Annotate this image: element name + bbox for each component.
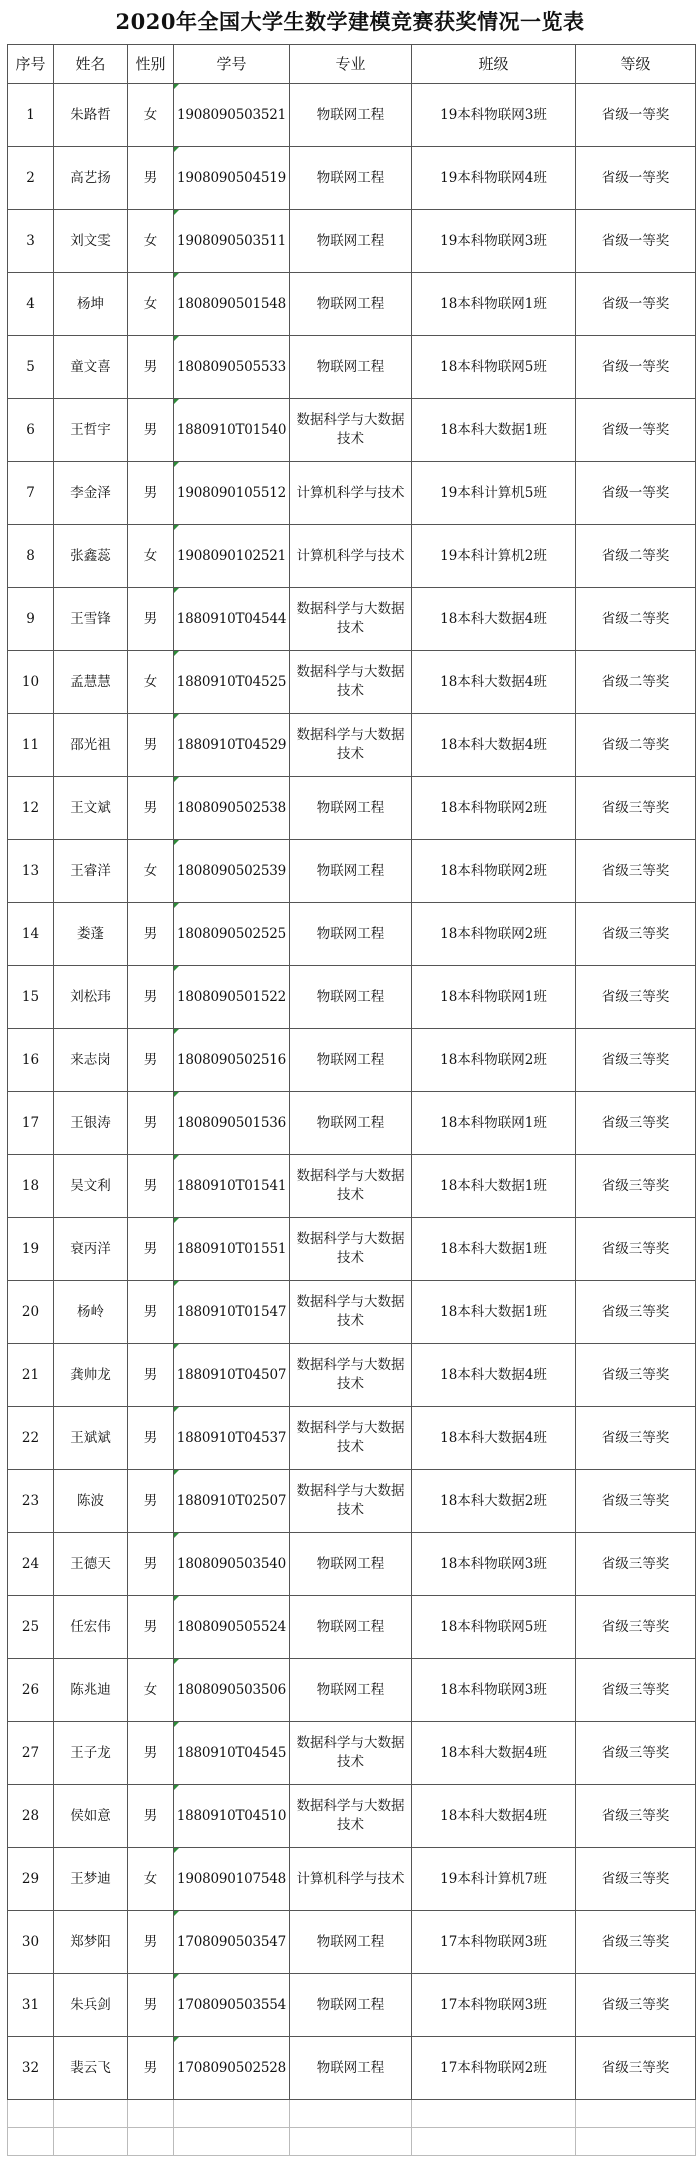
cell-award-level: 省级一等奖 [576, 462, 696, 525]
cell-name: 陈波 [54, 1470, 128, 1533]
cell-class: 18本科物联网5班 [412, 1596, 576, 1659]
cell-class: 18本科大数据4班 [412, 1722, 576, 1785]
cell-index: 16 [8, 1029, 54, 1092]
cell-major: 数据科学与大数据技术 [290, 651, 412, 714]
cell-class: 18本科大数据4班 [412, 1785, 576, 1848]
table-row [8, 1029, 696, 1092]
table-row [8, 1659, 696, 1722]
cell-major: 数据科学与大数据技术 [290, 1470, 412, 1533]
empty-cell [412, 2100, 576, 2128]
cell-index: 4 [8, 273, 54, 336]
cell-gender: 男 [128, 966, 174, 1029]
cell-award-level: 省级三等奖 [576, 1785, 696, 1848]
cell-award-level: 省级一等奖 [576, 147, 696, 210]
table-row [8, 84, 696, 147]
cell-index: 18 [8, 1155, 54, 1218]
cell-gender: 男 [128, 1470, 174, 1533]
table-row [8, 1596, 696, 1659]
cell-name: 刘松玮 [54, 966, 128, 1029]
cell-index: 5 [8, 336, 54, 399]
cell-award-level: 省级三等奖 [576, 1722, 696, 1785]
cell-student-id: 1808090501522 [174, 966, 290, 1029]
empty-cell [290, 2128, 412, 2156]
table-row [8, 399, 696, 462]
header-student-id: 学号 [174, 45, 290, 84]
cell-gender: 男 [128, 336, 174, 399]
cell-class: 19本科计算机5班 [412, 462, 576, 525]
table-row [8, 1722, 696, 1785]
cell-major: 物联网工程 [290, 1911, 412, 1974]
cell-award-level: 省级一等奖 [576, 210, 696, 273]
cell-major: 计算机科学与技术 [290, 525, 412, 588]
cell-gender: 男 [128, 1155, 174, 1218]
cell-major: 物联网工程 [290, 1974, 412, 2037]
cell-student-id: 1880910T04545 [174, 1722, 290, 1785]
cell-class: 19本科计算机7班 [412, 1848, 576, 1911]
cell-name: 高艺扬 [54, 147, 128, 210]
cell-class: 18本科物联网3班 [412, 1533, 576, 1596]
cell-class: 17本科物联网3班 [412, 1911, 576, 1974]
cell-name: 王哲宇 [54, 399, 128, 462]
cell-name: 李金泽 [54, 462, 128, 525]
cell-name: 孟慧慧 [54, 651, 128, 714]
cell-major: 物联网工程 [290, 84, 412, 147]
cell-index: 6 [8, 399, 54, 462]
cell-index: 29 [8, 1848, 54, 1911]
cell-student-id: 1908090503521 [174, 84, 290, 147]
cell-award-level: 省级三等奖 [576, 1470, 696, 1533]
cell-student-id: 1880910T04507 [174, 1344, 290, 1407]
cell-name: 侯如意 [54, 1785, 128, 1848]
cell-class: 18本科物联网2班 [412, 840, 576, 903]
table-row [8, 336, 696, 399]
cell-index: 28 [8, 1785, 54, 1848]
cell-gender: 男 [128, 1596, 174, 1659]
cell-student-id: 1880910T02507 [174, 1470, 290, 1533]
cell-gender: 男 [128, 1281, 174, 1344]
cell-class: 18本科大数据4班 [412, 588, 576, 651]
header-gender: 性别 [128, 45, 174, 84]
cell-class: 18本科物联网1班 [412, 1092, 576, 1155]
cell-gender: 男 [128, 588, 174, 651]
cell-index: 14 [8, 903, 54, 966]
cell-gender: 女 [128, 84, 174, 147]
cell-student-id: 1880910T04529 [174, 714, 290, 777]
empty-cell [128, 2100, 174, 2128]
cell-name: 王睿洋 [54, 840, 128, 903]
cell-major: 数据科学与大数据技术 [290, 1722, 412, 1785]
cell-gender: 男 [128, 2037, 174, 2100]
cell-student-id: 1880910T01547 [174, 1281, 290, 1344]
cell-class: 18本科大数据1班 [412, 1155, 576, 1218]
cell-name: 童文喜 [54, 336, 128, 399]
table-row [8, 1344, 696, 1407]
header-major: 专业 [290, 45, 412, 84]
cell-class: 18本科大数据4班 [412, 714, 576, 777]
cell-award-level: 省级三等奖 [576, 1344, 696, 1407]
cell-student-id: 1808090505533 [174, 336, 290, 399]
cell-class: 18本科大数据1班 [412, 1218, 576, 1281]
table-row [8, 1470, 696, 1533]
empty-cell [8, 2100, 54, 2128]
cell-gender: 男 [128, 462, 174, 525]
cell-student-id: 1908090503511 [174, 210, 290, 273]
cell-major: 计算机科学与技术 [290, 1848, 412, 1911]
table-row [8, 714, 696, 777]
cell-name: 王银涛 [54, 1092, 128, 1155]
page-title: 2020年全国大学生数学建模竞赛获奖情况一览表 [115, 9, 585, 34]
table-row [8, 651, 696, 714]
cell-index: 12 [8, 777, 54, 840]
cell-major: 数据科学与大数据技术 [290, 1407, 412, 1470]
cell-gender: 男 [128, 1029, 174, 1092]
cell-class: 18本科大数据4班 [412, 1344, 576, 1407]
cell-name: 裴云飞 [54, 2037, 128, 2100]
cell-class: 18本科大数据1班 [412, 399, 576, 462]
cell-index: 17 [8, 1092, 54, 1155]
cell-name: 吴文利 [54, 1155, 128, 1218]
cell-award-level: 省级三等奖 [576, 1596, 696, 1659]
cell-student-id: 1808090502539 [174, 840, 290, 903]
cell-name: 郑梦阳 [54, 1911, 128, 1974]
cell-name: 王斌斌 [54, 1407, 128, 1470]
cell-major: 物联网工程 [290, 210, 412, 273]
cell-name: 朱兵剑 [54, 1974, 128, 2037]
empty-row [8, 2128, 696, 2156]
cell-class: 18本科大数据4班 [412, 651, 576, 714]
cell-class: 18本科物联网1班 [412, 966, 576, 1029]
cell-student-id: 1880910T01551 [174, 1218, 290, 1281]
cell-student-id: 1880910T04525 [174, 651, 290, 714]
cell-major: 物联网工程 [290, 1029, 412, 1092]
table-row [8, 1911, 696, 1974]
table-row [8, 2037, 696, 2100]
empty-cell [412, 2128, 576, 2156]
cell-award-level: 省级一等奖 [576, 336, 696, 399]
cell-student-id: 1880910T01540 [174, 399, 290, 462]
cell-name: 陈兆迪 [54, 1659, 128, 1722]
cell-major: 物联网工程 [290, 777, 412, 840]
cell-award-level: 省级三等奖 [576, 966, 696, 1029]
table-row [8, 1155, 696, 1218]
cell-award-level: 省级二等奖 [576, 525, 696, 588]
empty-cell [174, 2128, 290, 2156]
cell-major: 物联网工程 [290, 1092, 412, 1155]
table-row [8, 1974, 696, 2037]
cell-gender: 男 [128, 1911, 174, 1974]
table-row [8, 1218, 696, 1281]
header-class: 班级 [412, 45, 576, 84]
cell-major: 数据科学与大数据技术 [290, 1281, 412, 1344]
cell-gender: 男 [128, 399, 174, 462]
cell-award-level: 省级二等奖 [576, 714, 696, 777]
table-row [8, 588, 696, 651]
cell-student-id: 1880910T04537 [174, 1407, 290, 1470]
cell-index: 9 [8, 588, 54, 651]
cell-gender: 男 [128, 147, 174, 210]
cell-student-id: 1708090502528 [174, 2037, 290, 2100]
cell-major: 物联网工程 [290, 840, 412, 903]
cell-gender: 女 [128, 210, 174, 273]
cell-student-id: 1808090501548 [174, 273, 290, 336]
cell-student-id: 1880910T04544 [174, 588, 290, 651]
empty-cell [54, 2128, 128, 2156]
cell-name: 来志岗 [54, 1029, 128, 1092]
cell-gender: 男 [128, 1785, 174, 1848]
cell-class: 19本科物联网3班 [412, 210, 576, 273]
cell-index: 10 [8, 651, 54, 714]
table-row [8, 777, 696, 840]
cell-index: 25 [8, 1596, 54, 1659]
cell-award-level: 省级三等奖 [576, 1974, 696, 2037]
cell-major: 物联网工程 [290, 273, 412, 336]
cell-award-level: 省级三等奖 [576, 1848, 696, 1911]
empty-cell [174, 2100, 290, 2128]
cell-index: 8 [8, 525, 54, 588]
cell-major: 物联网工程 [290, 147, 412, 210]
cell-name: 王文斌 [54, 777, 128, 840]
table-row [8, 1092, 696, 1155]
cell-award-level: 省级三等奖 [576, 777, 696, 840]
cell-award-level: 省级三等奖 [576, 2037, 696, 2100]
cell-gender: 男 [128, 1344, 174, 1407]
cell-name: 衰丙洋 [54, 1218, 128, 1281]
cell-major: 数据科学与大数据技术 [290, 1344, 412, 1407]
cell-class: 18本科物联网2班 [412, 777, 576, 840]
cell-gender: 女 [128, 651, 174, 714]
empty-cell [54, 2100, 128, 2128]
cell-award-level: 省级二等奖 [576, 588, 696, 651]
cell-student-id: 1808090502538 [174, 777, 290, 840]
cell-name: 刘文雯 [54, 210, 128, 273]
cell-major: 数据科学与大数据技术 [290, 714, 412, 777]
cell-index: 21 [8, 1344, 54, 1407]
header-name: 姓名 [54, 45, 128, 84]
cell-major: 数据科学与大数据技术 [290, 1785, 412, 1848]
cell-student-id: 1808090501536 [174, 1092, 290, 1155]
cell-class: 18本科大数据1班 [412, 1281, 576, 1344]
empty-cell [576, 2100, 696, 2128]
cell-name: 任宏伟 [54, 1596, 128, 1659]
table-row [8, 840, 696, 903]
cell-award-level: 省级一等奖 [576, 273, 696, 336]
cell-award-level: 省级三等奖 [576, 1533, 696, 1596]
table-row [8, 966, 696, 1029]
table-row [8, 903, 696, 966]
cell-class: 18本科物联网1班 [412, 273, 576, 336]
cell-name: 王梦迪 [54, 1848, 128, 1911]
cell-class: 18本科物联网5班 [412, 336, 576, 399]
cell-gender: 女 [128, 525, 174, 588]
cell-award-level: 省级三等奖 [576, 1407, 696, 1470]
empty-cell [576, 2128, 696, 2156]
cell-award-level: 省级二等奖 [576, 651, 696, 714]
table-row [8, 273, 696, 336]
table-row [8, 462, 696, 525]
cell-major: 物联网工程 [290, 1533, 412, 1596]
cell-award-level: 省级三等奖 [576, 1911, 696, 1974]
table-row [8, 147, 696, 210]
cell-major: 物联网工程 [290, 966, 412, 1029]
cell-gender: 男 [128, 903, 174, 966]
cell-gender: 男 [128, 1092, 174, 1155]
cell-gender: 女 [128, 840, 174, 903]
cell-gender: 男 [128, 1533, 174, 1596]
empty-cell [8, 2128, 54, 2156]
cell-student-id: 1880910T01541 [174, 1155, 290, 1218]
cell-gender: 男 [128, 777, 174, 840]
cell-major: 物联网工程 [290, 1659, 412, 1722]
cell-major: 物联网工程 [290, 2037, 412, 2100]
cell-class: 18本科大数据2班 [412, 1470, 576, 1533]
cell-major: 数据科学与大数据技术 [290, 1155, 412, 1218]
cell-major: 数据科学与大数据技术 [290, 399, 412, 462]
cell-student-id: 1908090102521 [174, 525, 290, 588]
cell-major: 物联网工程 [290, 903, 412, 966]
table-row [8, 1785, 696, 1848]
cell-index: 30 [8, 1911, 54, 1974]
cell-name: 张鑫蕊 [54, 525, 128, 588]
table-row [8, 1407, 696, 1470]
cell-award-level: 省级三等奖 [576, 1659, 696, 1722]
cell-class: 18本科大数据4班 [412, 1407, 576, 1470]
cell-award-level: 省级三等奖 [576, 1029, 696, 1092]
cell-gender: 女 [128, 273, 174, 336]
cell-award-level: 省级三等奖 [576, 1092, 696, 1155]
cell-student-id: 1708090503554 [174, 1974, 290, 2037]
cell-student-id: 1808090505524 [174, 1596, 290, 1659]
cell-index: 22 [8, 1407, 54, 1470]
empty-row [8, 2100, 696, 2128]
cell-student-id: 1808090502525 [174, 903, 290, 966]
table-row [8, 525, 696, 588]
cell-student-id: 1908090504519 [174, 147, 290, 210]
cell-student-id: 1808090503506 [174, 1659, 290, 1722]
cell-index: 26 [8, 1659, 54, 1722]
cell-class: 17本科物联网3班 [412, 1974, 576, 2037]
cell-index: 7 [8, 462, 54, 525]
cell-index: 1 [8, 84, 54, 147]
table-header-row [8, 45, 696, 84]
cell-award-level: 省级三等奖 [576, 1281, 696, 1344]
cell-major: 物联网工程 [290, 1596, 412, 1659]
cell-index: 3 [8, 210, 54, 273]
cell-gender: 女 [128, 1848, 174, 1911]
cell-award-level: 省级三等奖 [576, 1218, 696, 1281]
cell-index: 32 [8, 2037, 54, 2100]
cell-class: 18本科物联网2班 [412, 903, 576, 966]
cell-award-level: 省级三等奖 [576, 903, 696, 966]
cell-class: 17本科物联网2班 [412, 2037, 576, 2100]
cell-name: 朱路哲 [54, 84, 128, 147]
cell-gender: 男 [128, 1218, 174, 1281]
table-row [8, 210, 696, 273]
cell-index: 23 [8, 1470, 54, 1533]
cell-major: 物联网工程 [290, 336, 412, 399]
cell-index: 31 [8, 1974, 54, 2037]
cell-index: 19 [8, 1218, 54, 1281]
table-row [8, 1281, 696, 1344]
cell-index: 11 [8, 714, 54, 777]
table-row [8, 1533, 696, 1596]
cell-award-level: 省级一等奖 [576, 399, 696, 462]
cell-index: 13 [8, 840, 54, 903]
cell-name: 杨岭 [54, 1281, 128, 1344]
empty-cell [290, 2100, 412, 2128]
cell-gender: 男 [128, 1974, 174, 2037]
cell-award-level: 省级一等奖 [576, 84, 696, 147]
cell-student-id: 1808090503540 [174, 1533, 290, 1596]
cell-major: 数据科学与大数据技术 [290, 588, 412, 651]
cell-index: 2 [8, 147, 54, 210]
cell-class: 19本科物联网3班 [412, 84, 576, 147]
cell-major: 数据科学与大数据技术 [290, 1218, 412, 1281]
cell-gender: 女 [128, 1659, 174, 1722]
cell-class: 19本科计算机2班 [412, 525, 576, 588]
cell-student-id: 1908090107548 [174, 1848, 290, 1911]
cell-gender: 男 [128, 1407, 174, 1470]
cell-class: 18本科物联网3班 [412, 1659, 576, 1722]
header-award-level: 等级 [576, 45, 696, 84]
cell-index: 24 [8, 1533, 54, 1596]
cell-class: 19本科物联网4班 [412, 147, 576, 210]
cell-index: 15 [8, 966, 54, 1029]
cell-class: 18本科物联网2班 [412, 1029, 576, 1092]
cell-name: 邵光祖 [54, 714, 128, 777]
empty-cell [128, 2128, 174, 2156]
table-body [8, 84, 696, 2156]
cell-name: 龚帅龙 [54, 1344, 128, 1407]
cell-gender: 男 [128, 714, 174, 777]
header-index: 序号 [8, 45, 54, 84]
cell-index: 20 [8, 1281, 54, 1344]
cell-award-level: 省级三等奖 [576, 840, 696, 903]
cell-student-id: 1808090502516 [174, 1029, 290, 1092]
cell-name: 王雪锋 [54, 588, 128, 651]
cell-name: 娄蓬 [54, 903, 128, 966]
cell-student-id: 1708090503547 [174, 1911, 290, 1974]
cell-name: 王德天 [54, 1533, 128, 1596]
awards-table [7, 44, 696, 2156]
cell-major: 计算机科学与技术 [290, 462, 412, 525]
cell-student-id: 1908090105512 [174, 462, 290, 525]
cell-name: 王子龙 [54, 1722, 128, 1785]
cell-index: 27 [8, 1722, 54, 1785]
cell-student-id: 1880910T04510 [174, 1785, 290, 1848]
cell-gender: 男 [128, 1722, 174, 1785]
table-row [8, 1848, 696, 1911]
cell-award-level: 省级三等奖 [576, 1155, 696, 1218]
cell-name: 杨坤 [54, 273, 128, 336]
